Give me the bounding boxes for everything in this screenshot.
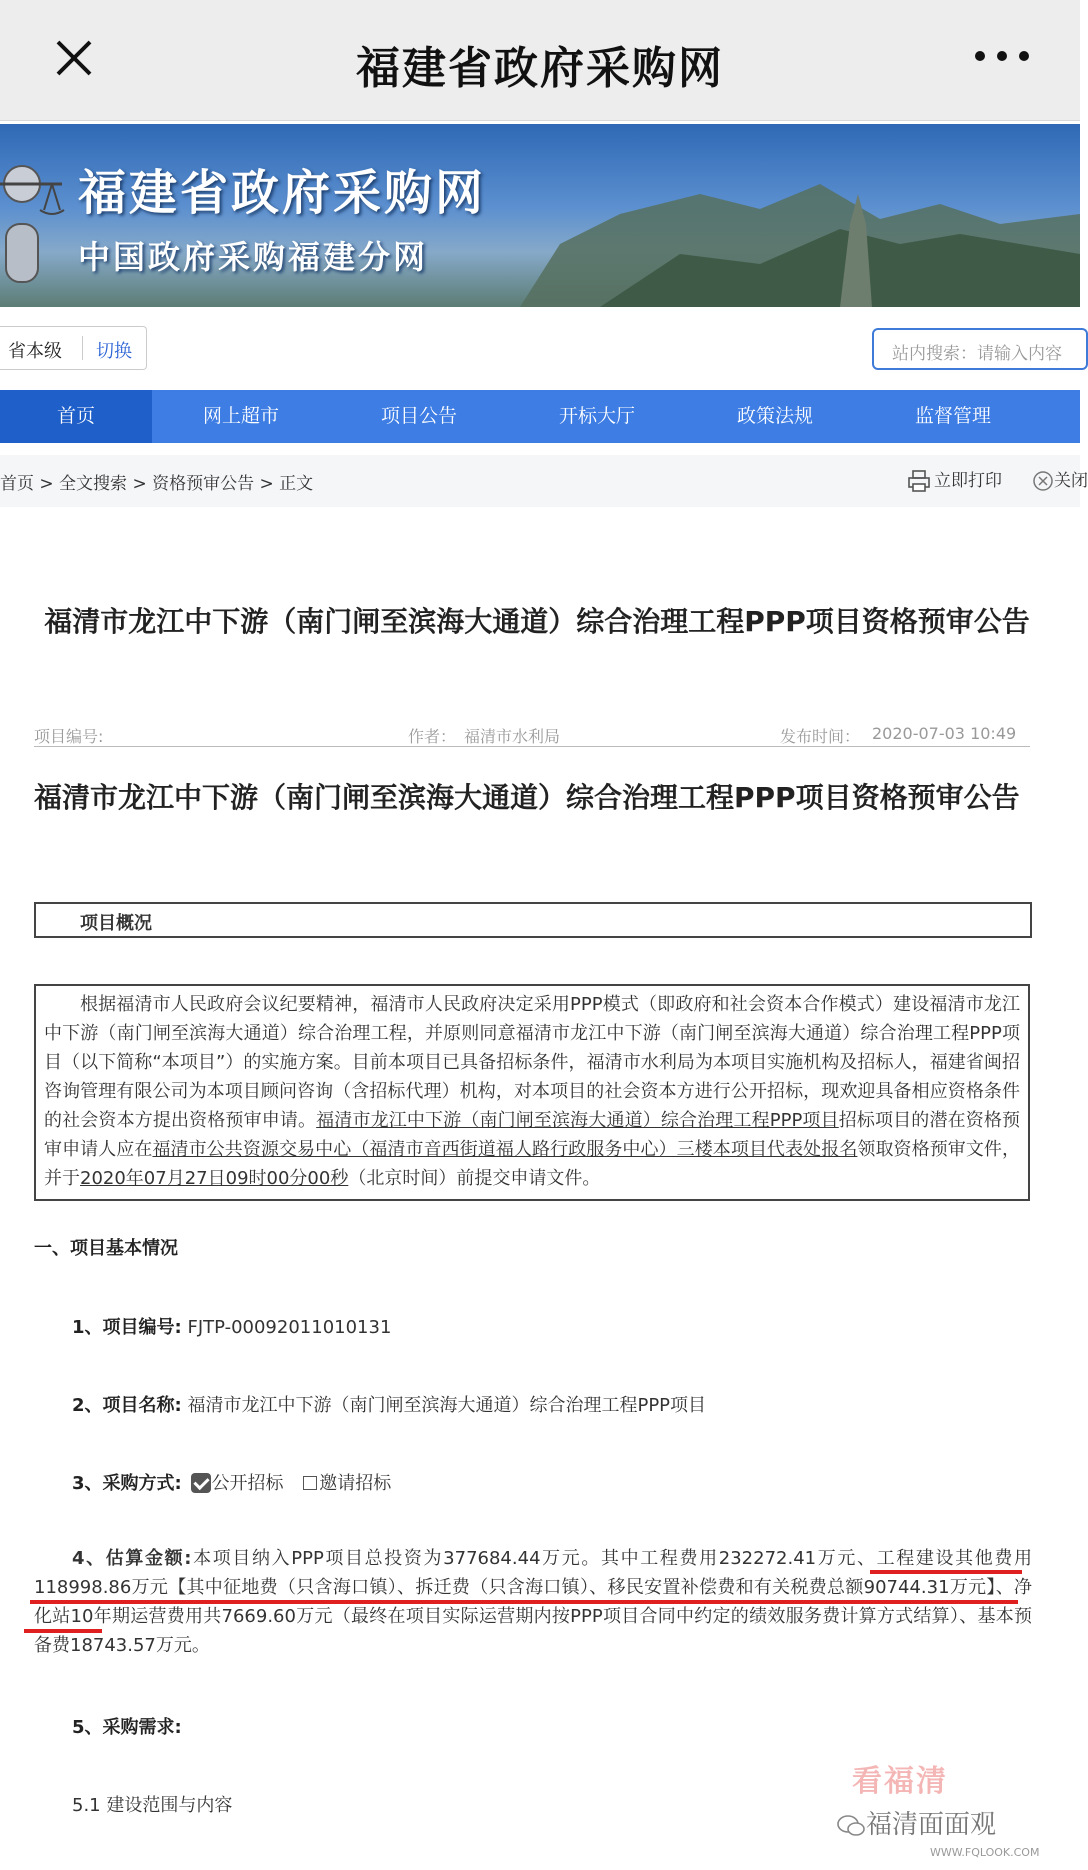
intro-text-3: 领取资格预审文件，并于 (44, 1139, 1021, 1189)
item51-label: 5.1 建设范围与内容 (72, 1795, 233, 1816)
item3-opt1: 公开招标 (211, 1473, 284, 1494)
site-search-input[interactable] (872, 328, 1088, 370)
wechat-icon (836, 1814, 866, 1838)
nav-policies[interactable]: 政策法规 (736, 405, 813, 427)
divider (82, 336, 83, 360)
section-basic-info: 一、项目基本情况 (34, 1238, 178, 1259)
item-project-code (72, 1313, 391, 1339)
meta-author: 福清市水利局 (464, 727, 561, 746)
intro-location: 福清市公共资源交易中心（福清市音西街道福人路行政服务中心）三楼本项目代表处报名 (152, 1139, 858, 1160)
meta-code-label: 项目编号: (34, 727, 104, 746)
banner-subtitle: 中国政府采购福建分网 (78, 238, 429, 276)
breadcrumb-bar (0, 455, 1088, 507)
region-level: 省本级 (8, 341, 62, 362)
item-project-name (72, 1391, 706, 1417)
search-placeholder: 站内搜索：请输入内容 (892, 344, 1062, 364)
watermark-url: WWW.FQLOOK.COM (930, 1846, 1040, 1859)
highlight-underline (870, 1570, 1022, 1574)
nav-home[interactable]: 首页 (0, 390, 152, 443)
item3-opt2: 邀请招标 (319, 1473, 392, 1494)
watermark-logo: 看福清 (852, 1764, 948, 1799)
print-button[interactable] (906, 466, 1002, 496)
item-construction-scope (72, 1791, 232, 1817)
checked-checkbox-icon (191, 1473, 211, 1493)
article-title: 福清市龙江中下游（南门闸至滨海大通道）综合治理工程PPP项目资格预审公告 (44, 605, 1030, 638)
close-circle-icon (1032, 470, 1054, 492)
article-meta (34, 722, 1030, 747)
meta-time-label: 发布时间： (780, 727, 861, 746)
close-page-button[interactable] (1032, 466, 1088, 492)
item3-label: 3、采购方式: (72, 1473, 182, 1494)
nav-bid-hall[interactable]: 开标大厅 (558, 405, 635, 427)
watermark-text: 福清面面观 (866, 1810, 997, 1840)
item4-label: 4、估算金额: (72, 1548, 192, 1569)
more-dots-icon[interactable] (972, 44, 1032, 68)
site-banner (0, 124, 1080, 307)
highlight-underline (24, 1629, 102, 1633)
printer-icon (906, 468, 932, 494)
item2-label: 2、项目名称: (72, 1395, 182, 1416)
intro-text-1: 根据福清市人民政府会议纪要精神，福清市人民政府决定采用PPP模式（即政府和社会资本合作模式）建设福清市龙江中下游（南门闸至滨海大通道）综合治理工程，并原则同意福清市龙江中下游（南门闸至滨海大通道）综合治理工程PPP项目（以下简称“本项目”）的实施方案。目前本项目已具备招标条件，福清市水利局为本项目实施机构及招标人，福建省闽招咨询管理有限公司为本项目顾问咨询（含招标代理）机构，对本项目的社会资本方进行公开招标，现欢迎具备相应资格条件的社会资本方提出资格预审申请。 (44, 994, 1020, 1131)
print-label: 立即打印 (934, 471, 1002, 491)
region-selector (0, 326, 147, 370)
highlight-underline (30, 1600, 1018, 1604)
nav-supervision[interactable]: 监督管理 (914, 405, 991, 427)
close-page-label: 关闭 (1054, 471, 1088, 491)
item5-label: 5、采购需求: (72, 1717, 182, 1738)
intro-text-2: 招标项目的潜在资格预审申请人应在 (44, 1110, 1021, 1160)
meta-author-label: 作者： (408, 727, 457, 746)
meta-time: 2020-07-03 10:49 (872, 724, 1017, 743)
unchecked-checkbox-icon (303, 1476, 317, 1490)
scales-emblem-icon (0, 144, 70, 294)
article-heading: 福清市龙江中下游（南门闸至滨海大通道）综合治理工程PPP项目资格预审公告 (34, 781, 1020, 814)
intro-project-name: 福清市龙江中下游（南门闸至滨海大通道）综合治理工程PPP项目 (316, 1110, 839, 1131)
watermark (836, 1804, 996, 1841)
item1-label: 1、项目编号: (72, 1317, 182, 1338)
item-procurement-method (72, 1469, 391, 1495)
intro-paragraph (34, 984, 1030, 1201)
app-bar (0, 0, 1080, 121)
intro-text-4: （北京时间）前提交申请文件。 (348, 1168, 601, 1189)
main-nav (0, 390, 1080, 443)
intro-deadline: 2020年07月27日09时00分00秒 (80, 1168, 349, 1189)
region-switch-link[interactable]: 切换 (96, 341, 132, 362)
item2-value: 福清市龙江中下游（南门闸至滨海大通道）综合治理工程PPP项目 (187, 1395, 707, 1416)
item1-value: FJTP-00092011010131 (187, 1317, 392, 1338)
overview-box (34, 902, 1032, 938)
breadcrumb[interactable]: 首页 > 全文搜索 > 资格预审公告 > 正文 (0, 474, 314, 494)
overview-label: 项目概况 (80, 913, 152, 934)
nav-online-market[interactable]: 网上超市 (202, 405, 279, 427)
item4-text: 本项目纳入PPP项目总投资为377684.44万元。其中工程费用232272.41万元、工程建设其他费用118998.86万元【其中征地费（只含海口镇）、拆迁费（只含海口镇）、移民安置补偿费和有关税费总额90744.31万元】、净化站10年期运营费用共7669.60万元（最终在项目实际运营期内按PPP项目合同中约定的绩效服务费计算方式结算）、基本预备费18743.57万元。 (34, 1548, 1032, 1656)
app-title: 福建省政府采购网 (356, 43, 724, 94)
item-procurement-needs (72, 1713, 182, 1739)
banner-title: 福建省政府采购网 (78, 165, 487, 221)
nav-project-notices[interactable]: 项目公告 (380, 405, 457, 427)
